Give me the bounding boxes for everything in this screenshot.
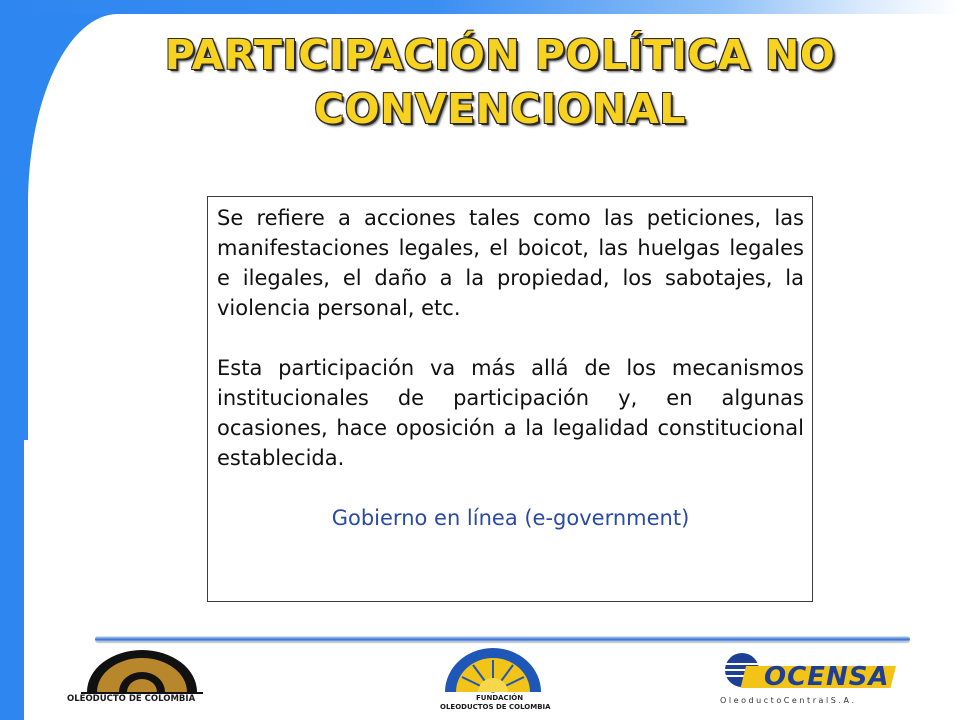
divider-line (95, 636, 910, 642)
oleoducto-caption: OLEODUCTO DE COLOMBIA (67, 694, 196, 704)
title-line-1: PARTICIPACIÓN POLÍTICA NO (164, 31, 836, 79)
content-box (207, 196, 813, 602)
fundacion-caption-1: FUNDACIÓN (476, 694, 524, 702)
title-line-2: CONVENCIONAL (314, 85, 686, 133)
oleoducto-de-colombia-logo (67, 648, 217, 708)
paragraph-definition: Se refiere a acciones tales como las peticiones, las manifestaciones legales, el boicot, las huelgas legales e ilegales, el daño a la propiedad, los sabotajes, la violencia personal, etc. (217, 206, 804, 320)
paragraph-description: Esta participación va más allá de los mecanismos institucionales de participación y, en algunas ocasiones, hace oposición a la legalidad constitucional establecida. (217, 356, 804, 470)
ocensa-caption: O l e o d u c t o C e n t r a l S . A . (720, 696, 854, 705)
ocensa-wordmark: OCENSA (764, 662, 890, 692)
frame-top-bar (0, 0, 960, 14)
fundacion-sun-icon (438, 645, 548, 695)
slide-title (120, 28, 880, 136)
fundacion-caption-2: OLEODUCTOS DE COLOMBIA (440, 703, 551, 711)
frame-left-bar (0, 420, 24, 720)
egovernment-link[interactable]: Gobierno en línea (e-government) (331, 506, 690, 530)
fundacion-logo (438, 645, 551, 717)
ocensa-logo (720, 650, 905, 712)
